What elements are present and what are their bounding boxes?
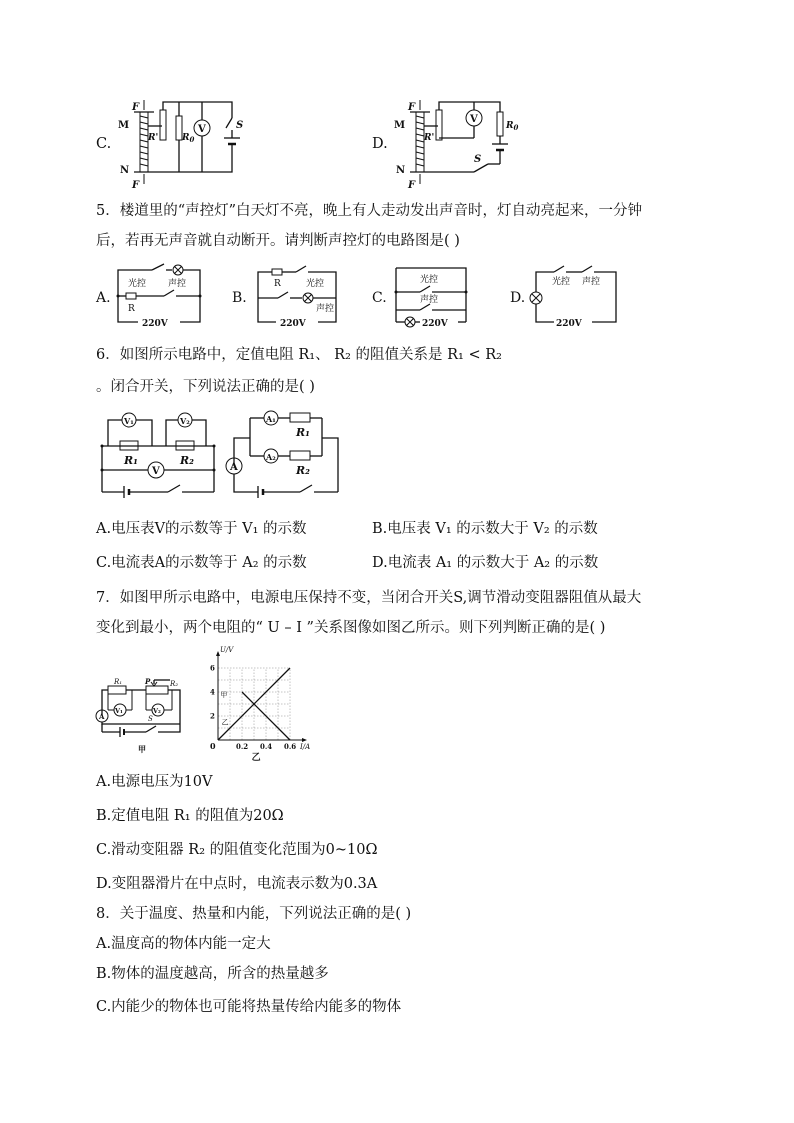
label-shengkong: 声控: [168, 279, 187, 289]
q5-option-c-circuit: [390, 262, 480, 328]
resistor-R1: [108, 686, 126, 694]
label-N: N: [396, 165, 406, 176]
q8-option-a: A.温度高的物体内能一定大: [96, 936, 271, 952]
label-R0-sub: 0: [513, 123, 519, 132]
svg-text:R0: [181, 133, 194, 144]
label-A1: A₁: [266, 414, 276, 424]
label-R0-sub: 0: [189, 135, 195, 144]
label-V1: V₁: [115, 707, 123, 715]
q8-line1: 8．关于温度、热量和内能，下列说法正确的是( ): [96, 906, 412, 922]
label-guangkong: 光控: [552, 277, 571, 287]
q6-option-b: B.电压表 V₁ 的示数大于 V₂ 的示数: [372, 521, 598, 537]
label-V: V: [152, 466, 160, 477]
q6-line1: 6．如图所示电路中，定值电阻 R₁、 R₂ 的阻值关系是 R₁ < R₂: [96, 347, 502, 363]
label-M: M: [118, 120, 130, 131]
label-R2: R₂: [296, 464, 310, 477]
label-R1: R₁: [296, 426, 310, 439]
q7-option-a: A.电源电压为10V: [96, 774, 213, 790]
q7-line1: 7．如图甲所示电路中，电源电压保持不变，当闭合开关S,调节滑动变阻器阻值从最大: [96, 590, 642, 606]
rheostat-R2: [146, 686, 168, 694]
label-R-prime: R': [148, 133, 159, 143]
option-d-label: D.: [372, 136, 388, 152]
label-guangkong: 光控: [306, 279, 325, 289]
label-R: R: [274, 279, 281, 289]
label-V: V: [470, 114, 478, 125]
label-S: S: [148, 715, 153, 723]
y-tick-label: 4: [210, 687, 215, 697]
resistor-R1: [290, 413, 310, 422]
label-220V: 220V: [142, 319, 168, 329]
x-tick-label: 0.6: [284, 742, 297, 751]
q7-circuit-jia: [96, 676, 192, 758]
light-switch: [296, 266, 306, 272]
origin-label: 0: [210, 741, 216, 751]
caption-jia: 甲: [138, 744, 146, 754]
label-S: S: [474, 154, 482, 165]
label-F-bottom: F: [132, 180, 140, 191]
resistor-R0: [497, 112, 503, 136]
label-R: R: [128, 304, 135, 314]
y-tick-label: 2: [210, 711, 215, 721]
x-axis-arrow: [302, 738, 307, 742]
q5-option-d-label: D.: [510, 290, 526, 306]
switch: [300, 485, 312, 492]
q6-circuit-ammeters: [224, 408, 348, 500]
x-tick-label: 0.4: [260, 742, 273, 751]
light-switch: [554, 266, 564, 272]
switch-S: [146, 726, 156, 732]
light-switch: [152, 264, 164, 270]
q5-option-b-circuit: [250, 262, 350, 328]
series-label-jia: 甲: [220, 690, 228, 699]
label-A2: A₂: [266, 452, 276, 462]
q8-option-b: B.物体的温度越高，所含的热量越多: [96, 966, 329, 982]
label-220V: 220V: [422, 319, 448, 329]
q5-option-d-circuit: [524, 262, 624, 328]
label-V2: V₂: [153, 707, 161, 715]
label-F-top: F: [132, 102, 140, 113]
label-V2: V₂: [180, 416, 190, 426]
label-R1: R₁: [114, 678, 123, 686]
q7-ui-chart: [204, 648, 316, 762]
option-c-circuit: [112, 98, 252, 190]
q6-option-a: A.电压表V的示数等于 V₁ 的示数: [96, 521, 307, 537]
label-220V: 220V: [556, 319, 582, 329]
series-label-yi: 乙: [221, 718, 229, 727]
svg-text:R0: [505, 121, 518, 132]
label-shengkong: 声控: [316, 304, 335, 314]
option-c-label: C.: [96, 136, 112, 152]
label-shengkong: 声控: [420, 295, 439, 305]
q5-line2: 后，若再无声音就自动断开。请判断声控灯的电路图是( ): [96, 233, 460, 249]
q5-option-c-label: C.: [372, 290, 387, 306]
q5-line1: 5．楼道里的“声控灯”白天灯不亮，晚上有人走动发出声音时，灯自动亮起来，一分钟: [96, 203, 643, 219]
q8-option-c: C.内能少的物体也可能将热量传给内能多的物体: [96, 999, 402, 1015]
q5-option-a-circuit: [112, 262, 212, 328]
q5-option-b-label: B.: [232, 290, 247, 306]
q7-option-c: C.滑动变阻器 R₂ 的阻值变化范围为0~10Ω: [96, 842, 378, 858]
label-R-prime: R': [424, 133, 435, 143]
q6-line2: 。闭合开关，下列说法正确的是( ): [96, 379, 315, 395]
label-R0: R: [506, 121, 514, 131]
label-R2: R₂: [180, 454, 194, 467]
resistor-R: [272, 269, 282, 275]
q7-option-d: D.变阻器滑片在中点时，电流表示数为0.3A: [96, 876, 378, 892]
q6-option-c: C.电流表A的示数等于 A₂ 的示数: [96, 555, 307, 571]
sound-switch: [278, 292, 288, 298]
slide-rheostat: [160, 110, 166, 140]
switch: [168, 485, 180, 492]
label-M: M: [394, 120, 406, 131]
q5-option-a-label: A.: [96, 290, 111, 306]
label-220V: 220V: [280, 319, 306, 329]
label-guangkong: 光控: [128, 279, 147, 289]
y-axis-label: U/V: [220, 646, 234, 654]
q7-line2: 变化到最小，两个电阻的“ U – I ”关系图像如图乙所示。则下列判断正确的是( ): [96, 620, 606, 636]
label-shengkong: 声控: [582, 277, 601, 287]
label-N: N: [120, 165, 130, 176]
label-V1: V₁: [124, 416, 134, 426]
q7-option-b: B.定值电阻 R₁ 的阻值为20Ω: [96, 808, 284, 824]
chart-ticks: [210, 664, 296, 752]
resistor-R: [126, 293, 136, 299]
label-A: A: [99, 712, 105, 721]
option-d-circuit: [388, 98, 528, 190]
label-R2: R₂: [170, 680, 179, 688]
label-F-bottom: F: [408, 180, 416, 191]
chart-caption: 乙: [251, 753, 261, 763]
label-S: S: [236, 120, 244, 131]
label-R1: R₁: [124, 454, 138, 467]
x-tick-label: 0.2: [236, 742, 249, 751]
label-A: A: [230, 462, 238, 473]
light-switch: [420, 286, 430, 292]
switch-S: [474, 164, 488, 172]
q6-circuit-voltmeters: [96, 408, 220, 500]
q6-option-d: D.电流表 A₁ 的示数大于 A₂ 的示数: [372, 555, 599, 571]
label-V: V: [198, 124, 206, 135]
label-P: P: [145, 677, 151, 686]
slide-rheostat: [436, 110, 442, 140]
resistor-R2: [290, 451, 310, 460]
x-axis-label: I/A: [300, 743, 311, 751]
label-R0: R: [182, 133, 190, 143]
sound-switch: [164, 290, 174, 296]
label-guangkong: 光控: [420, 275, 439, 285]
sound-switch: [582, 266, 592, 272]
switch-S: [226, 118, 232, 128]
y-tick-label: 6: [210, 663, 215, 673]
label-F-top: F: [408, 102, 416, 113]
